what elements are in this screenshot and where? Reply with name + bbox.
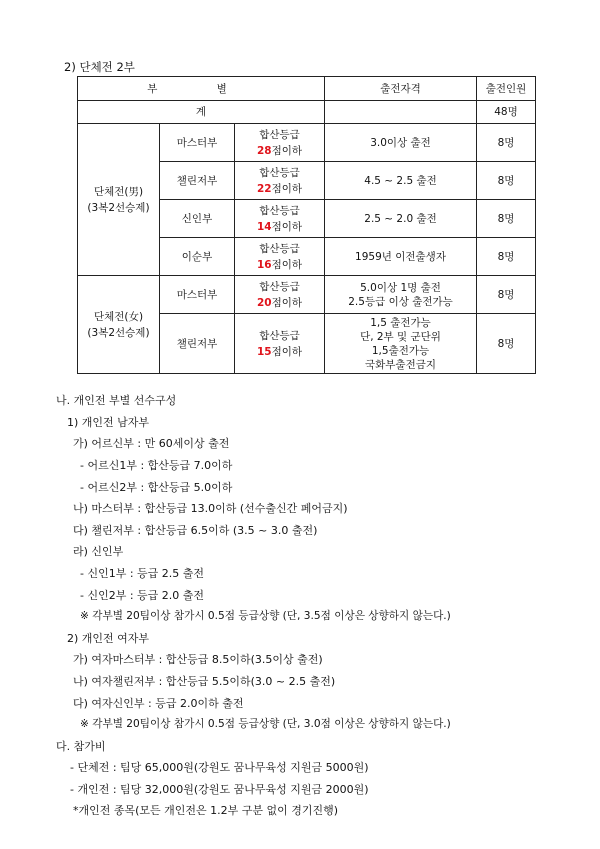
team-division-table (77, 76, 536, 374)
section-title: 2) 단체전 2부 (64, 60, 135, 74)
list-item: 다) 여자신인부 : 등급 2.0이하 출전 (73, 697, 244, 710)
division-name: 챌린저부 (160, 162, 235, 200)
count: 8명 (477, 314, 536, 374)
count: 8명 (477, 162, 536, 200)
list-item: - 신인1부 : 등급 2.5 출전 (80, 567, 205, 580)
qualification-line: 국화부출전금지 (365, 358, 437, 371)
list-item: 가) 어르신부 : 만 60세이상 출전 (73, 437, 230, 450)
table-row (78, 124, 536, 162)
header-qualification: 출전자격 (325, 77, 477, 101)
grade-label: 합산등급 (259, 128, 300, 141)
grade-number: 16 (256, 258, 272, 271)
group-men (78, 124, 160, 276)
grade-limit (235, 344, 324, 360)
table-header-row (78, 77, 536, 101)
qualification: 2.5 ~ 2.0 출전 (325, 200, 477, 238)
qualification-line: 단, 2부 및 군단위 (360, 330, 441, 343)
total-qual (325, 101, 477, 124)
group-name: 단체전(男) (93, 185, 144, 198)
grade-limit (235, 257, 324, 273)
note: ※ 각부별 20팀이상 참가시 0.5점 등급상향 (단, 3.5점 이상은 상향하지 않는다.) (80, 610, 451, 622)
grade-number: 15 (256, 345, 272, 358)
qualification (325, 276, 477, 314)
total-label: 계 (78, 101, 325, 124)
qualification-line: 1,5출전가능 (371, 344, 430, 357)
division-name: 마스터부 (160, 124, 235, 162)
list-item: 다) 챌린저부 : 합산등급 6.5이하 (3.5 ~ 3.0 출전) (73, 524, 318, 537)
grade-limit (235, 143, 324, 159)
table-total-row (78, 101, 536, 124)
grade-cell (235, 200, 325, 238)
grade-suffix: 점이하 (271, 144, 303, 157)
note: *개인전 종목(모든 개인전은 1.2부 구분 없이 경기진행) (73, 804, 339, 817)
grade-limit (235, 295, 324, 311)
list-item: 나) 여자챌린저부 : 합산등급 5.5이하(3.0 ~ 2.5 출전) (73, 675, 336, 688)
division-name: 마스터부 (160, 276, 235, 314)
list-item: - 어르신2부 : 합산등급 5.0이하 (80, 481, 233, 494)
qualification: 4.5 ~ 2.5 출전 (325, 162, 477, 200)
count: 8명 (477, 200, 536, 238)
subsection-heading: 2) 개인전 여자부 (67, 632, 150, 645)
count: 8명 (477, 238, 536, 276)
grade-number: 28 (256, 144, 272, 157)
grade-label: 합산등급 (259, 242, 300, 255)
qualification (325, 314, 477, 374)
grade-suffix: 점이하 (271, 182, 303, 195)
grade-cell (235, 162, 325, 200)
grade-number: 20 (256, 296, 272, 309)
list-item: - 어르신1부 : 합산등급 7.0이하 (80, 459, 233, 472)
grade-suffix: 점이하 (271, 345, 303, 358)
division-name: 신인부 (160, 200, 235, 238)
grade-label: 합산등급 (259, 329, 300, 342)
group-women (78, 276, 160, 374)
section-heading: 나. 개인전 부별 선수구성 (56, 394, 177, 407)
grade-suffix: 점이하 (271, 220, 303, 233)
grade-cell (235, 314, 325, 374)
list-item: 나) 마스터부 : 합산등급 13.0이하 (선수출신간 페어금지) (73, 502, 348, 515)
header-division: 부 별 (78, 77, 325, 101)
grade-number: 14 (256, 220, 272, 233)
division-name: 챌린저부 (160, 314, 235, 374)
grade-limit (235, 219, 324, 235)
table-row (78, 276, 536, 314)
grade-limit (235, 181, 324, 197)
grade-suffix: 점이하 (271, 258, 303, 271)
qualification-line: 5.0이상 1명 출전 (360, 281, 441, 294)
grade-cell (235, 238, 325, 276)
subsection-heading: 1) 개인전 남자부 (67, 416, 150, 429)
count: 8명 (477, 276, 536, 314)
count: 8명 (477, 124, 536, 162)
qualification: 3.0이상 출전 (325, 124, 477, 162)
grade-label: 합산등급 (259, 166, 300, 179)
group-name: 단체전(女) (93, 310, 144, 323)
total-count: 48명 (477, 101, 536, 124)
grade-suffix: 점이하 (271, 296, 303, 309)
qualification-line: 1,5 출전가능 (370, 316, 431, 329)
grade-label: 합산등급 (259, 280, 300, 293)
note: ※ 각부별 20팀이상 참가시 0.5점 등급상향 (단, 3.0점 이상은 상향하지 않는다.) (80, 718, 451, 730)
group-sub: (3복2선승제) (87, 201, 150, 214)
list-item: 가) 여자마스터부 : 합산등급 8.5이하(3.5이상 출전) (73, 653, 323, 666)
header-count: 출전인원 (477, 77, 536, 101)
section-heading: 다. 참가비 (56, 740, 106, 753)
division-name: 이순부 (160, 238, 235, 276)
list-item: 라) 신인부 (73, 545, 124, 558)
grade-label: 합산등급 (259, 204, 300, 217)
qualification: 1959년 이전출생자 (325, 238, 477, 276)
grade-cell (235, 276, 325, 314)
grade-cell (235, 124, 325, 162)
list-item: - 단체전 : 팀당 65,000원(강원도 꿈나무육성 지원금 5000원) (70, 761, 369, 774)
group-sub: (3복2선승제) (87, 326, 150, 339)
grade-number: 22 (256, 182, 272, 195)
list-item: - 개인전 : 팀당 32,000원(강원도 꿈나무육성 지원금 2000원) (70, 783, 369, 796)
qualification-line: 2.5등급 이상 출전가능 (348, 295, 453, 308)
list-item: - 신인2부 : 등급 2.0 출전 (80, 589, 205, 602)
